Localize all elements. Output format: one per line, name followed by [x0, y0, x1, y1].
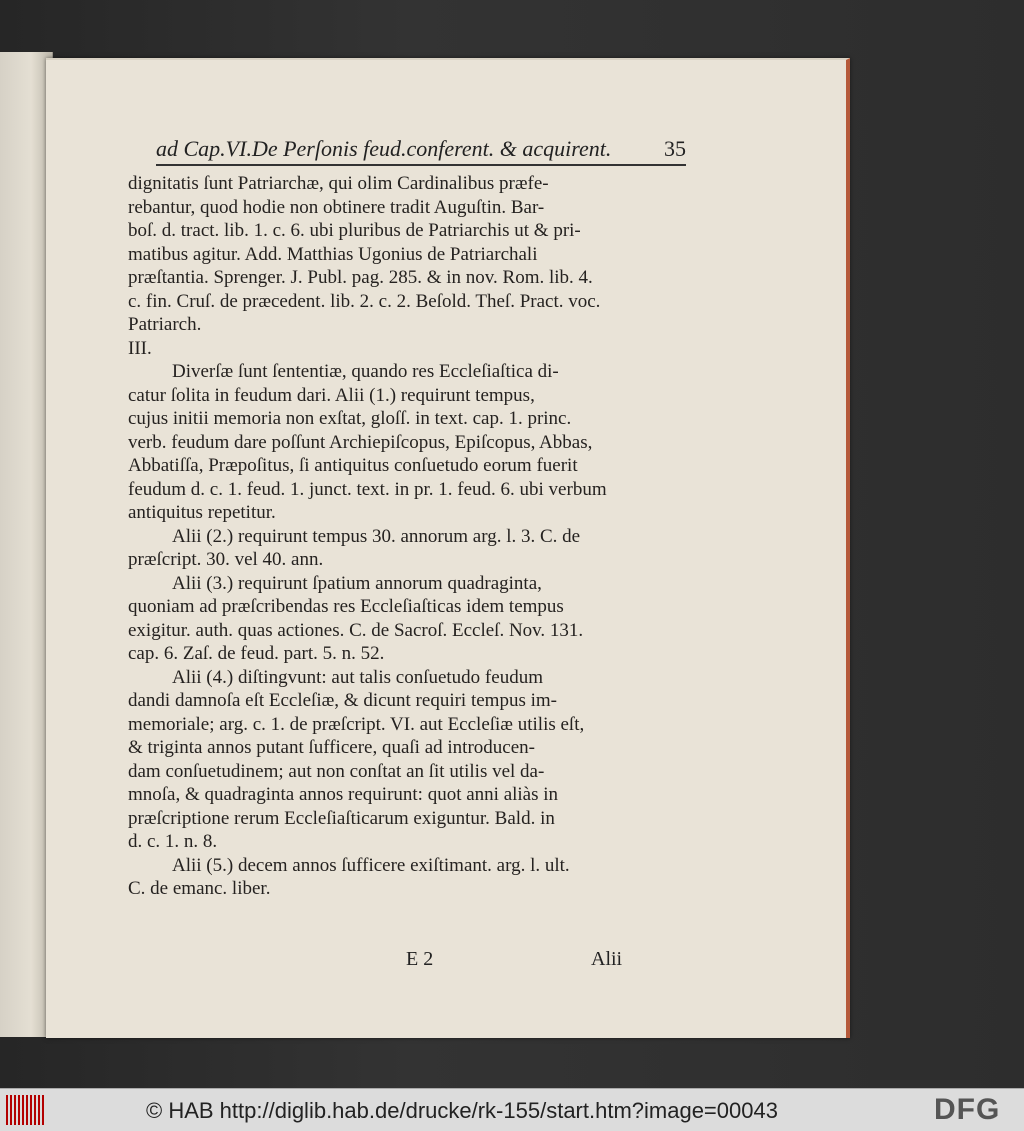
running-header: [156, 136, 686, 166]
text-line: matibus agitur. Add. Matthias Ugonius de Patriarchali: [128, 243, 538, 265]
text-line: & triginta annos putant ſufficere, quaſi ad introducen-: [128, 737, 535, 758]
text-line: boſ. d. tract. lib. 1. c. 6. ubi pluribus de Patriarchis ut & pri-: [128, 220, 581, 241]
text-line: mnoſa, & quadraginta annos requirunt: quot anni aliàs in: [128, 784, 559, 805]
section-heading: III.: [128, 337, 152, 359]
dfg-logo: DFG: [934, 1093, 1001, 1126]
text-line: quoniam ad præſcribendas res Eccleſiaſticas idem tempus: [128, 596, 564, 617]
catchword: Alii: [591, 948, 623, 970]
text-line: C. de emanc. liber.: [128, 878, 271, 899]
text-line: præſcript. 30. vel 40. ann.: [128, 549, 324, 570]
text-line: cujus initii memoria non exſtat, gloſſ. in text. cap. 1. princ.: [128, 408, 572, 429]
text-line: memoriale; arg. c. 1. de præſcript. VI. aut Eccleſiæ utilis eſt,: [128, 713, 585, 735]
text-line: d. c. 1. n. 8.: [128, 831, 218, 852]
signature-mark: E 2: [406, 948, 434, 970]
text-line: c. fin. Cruſ. de præcedent. lib. 2. c. 2. Beſold. Theſ. Pract. voc.: [128, 290, 601, 312]
header-title: ad Cap.VI.De Perſonis feud.conferent. & acquirent.: [156, 136, 612, 161]
text-line: Alii (5.) decem annos ſufficere exiſtimant. arg. l. ult.: [172, 854, 570, 876]
text-line: præſtantia. Sprenger. J. Publ. pag. 285. & in nov. Rom. lib. 4.: [128, 267, 593, 288]
credit-bar: [0, 1088, 1024, 1131]
text-line: antiquitus repetitur.: [128, 502, 276, 523]
body-text: [128, 172, 628, 901]
text-line: dam conſuetudinem; aut non conſtat an ſit utilis vel da-: [128, 760, 545, 782]
text-line: Alii (4.) diſtingvunt: aut talis conſuetudo feudum: [172, 666, 543, 688]
text-line: Abbatiſſa, Præpoſitus, ſi antiquitus conſuetudo eorum fuerit: [128, 455, 578, 476]
text-line: rebantur, quod hodie non obtinere tradit Auguſtin. Bar-: [128, 196, 545, 218]
text-line: Diverſæ ſunt ſententiæ, quando res Eccleſiaſtica di-: [172, 361, 559, 382]
text-line: feudum d. c. 1. feud. 1. junct. text. in pr. 1. feud. 6. ubi verbum: [128, 478, 607, 500]
page-number: 35: [664, 136, 686, 161]
text-line: verb. feudum dare poſſunt Archiepiſcopus, Epiſcopus, Abbas,: [128, 431, 593, 453]
text-line: præſcriptione rerum Eccleſiaſticarum exiguntur. Bald. in: [128, 807, 555, 829]
text-line: Patriarch.: [128, 314, 202, 335]
credit-link[interactable]: © HAB http://diglib.hab.de/drucke/rk-155/start.htm?image=00043: [146, 1098, 778, 1123]
text-line: cap. 6. Zaſ. de feud. part. 5. n. 52.: [128, 643, 385, 664]
text-line: exigitur. auth. quas actiones. C. de Sacroſ. Eccleſ. Nov. 131.: [128, 619, 584, 641]
book-page: [46, 58, 850, 1038]
text-line: Alii (2.) requirunt tempus 30. annorum arg. l. 3. C. de: [172, 525, 581, 547]
text-line: catur ſolita in feudum dari. Alii (1.) requirunt tempus,: [128, 384, 535, 406]
text-line: dignitatis ſunt Patriarchæ, qui olim Cardinalibus præfe-: [128, 173, 549, 194]
hab-barcode-logo-icon: [6, 1095, 48, 1125]
text-line: Alii (3.) requirunt ſpatium annorum quadraginta,: [172, 572, 542, 594]
text-line: dandi damnoſa eſt Eccleſiæ, & dicunt requiri tempus im-: [128, 690, 557, 711]
